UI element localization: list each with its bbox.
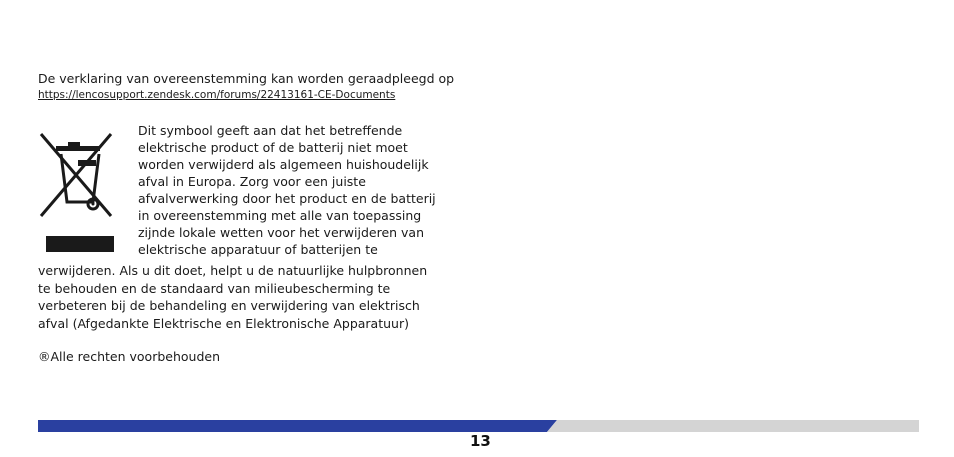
paragraph-line: in overeenstemming met alle van toepassing <box>138 208 422 223</box>
paragraph-line: worden verwijderd als algemeen huishoudelijk <box>138 157 429 172</box>
paragraph-line: afvalverwerking door het product en de batterij <box>138 191 436 206</box>
weee-crossed-bin-icon <box>38 128 116 254</box>
paragraph-line: verbeteren bij de behandeling en verwijdering van elektrisch <box>38 298 420 313</box>
intro-text: De verklaring van overeenstemming kan worden geraadpleegd op <box>38 71 455 86</box>
paragraph-line: te behouden en de standaard van milieubescherming te <box>38 280 391 296</box>
ce-documents-link[interactable]: https://lencosupport.zendesk.com/forums/22413161-CE-Documents <box>38 89 396 101</box>
paragraph-line: elektrische apparatuur of batterijen te <box>138 242 378 257</box>
page-number: 13 <box>470 432 491 450</box>
paragraph-line: verwijderen. Als u dit doet, helpt u de natuurlijke hulpbronnen <box>38 263 428 278</box>
paragraph-line: zijnde lokale wetten voor het verwijderen van <box>138 225 425 240</box>
paragraph-line: elektrische product of de batterij niet moet <box>138 140 408 155</box>
paragraph-continued <box>38 262 458 332</box>
paragraph-line: afval (Afgedankte Elektrische en Elektronische Apparatuur) <box>38 315 409 331</box>
copyright-notice: ®Alle rechten voorbehouden <box>38 349 220 364</box>
paragraph-line: Dit symbool geeft aan dat het betreffende <box>138 123 403 138</box>
paragraph-right <box>138 122 458 258</box>
footer-bar <box>38 420 919 432</box>
paragraph-line: afval in Europa. Zorg voor een juiste <box>138 174 366 189</box>
